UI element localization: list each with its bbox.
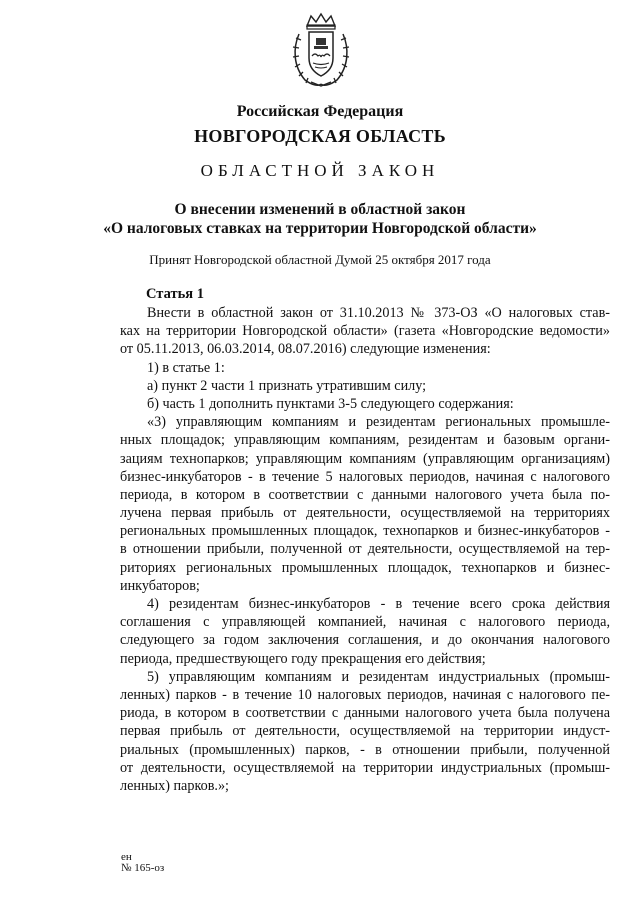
law-number: № 165-оз bbox=[121, 862, 165, 874]
text-line: б) часть 1 дополнить пунктами 3-5 следующего содержания: bbox=[147, 395, 514, 412]
text-line: лучена первая прибыль от деятельности, осуществляемой на территориях bbox=[120, 505, 610, 522]
text-line: Внести в областной закон от 31.10.2013 № 373-ОЗ «О налоговых став- bbox=[147, 305, 610, 321]
executor-initials: ен bbox=[121, 851, 132, 863]
text-line: «3) управляющим компаниям и резидентам региональных промышле- bbox=[147, 414, 610, 431]
text-line: периода, в котором в соответствии с данными налогового учета была по- bbox=[120, 486, 610, 503]
text-line: соглашения с управляющей компанией, начиная с налогового периода, bbox=[120, 614, 610, 631]
text-line: от деятельности, осуществляемой на территории индустриальных (промыш- bbox=[120, 759, 610, 776]
text-line: а) пункт 2 части 1 признать утратившим силу; bbox=[147, 377, 427, 394]
document-type: ОБЛАСТНОЙ ЗАКОН bbox=[200, 161, 440, 180]
text-line: 1) в статье 1: bbox=[147, 359, 225, 376]
text-line: риода, в котором в соответствии с данными налогового учета была получена bbox=[120, 705, 610, 722]
text-line: 5) управляющим компаниям и резидентам индустриальных (промыш- bbox=[147, 668, 610, 685]
text-line: нных площадок; управляющим компаниям, резидентам и базовым органи- bbox=[120, 432, 610, 449]
text-line: от 05.11.2013, 06.03.2014, 08.07.2016) следующие изменения: bbox=[120, 341, 491, 358]
text-line: первая прибыль от деятельности, осуществляемой на территории индуст- bbox=[120, 723, 610, 740]
coat-of-arms-icon bbox=[289, 12, 353, 90]
text-line: периода, предшествующего году прекращения его действия; bbox=[120, 650, 486, 667]
text-line: ленных) парков.»; bbox=[120, 777, 229, 794]
text-line: следующего за годом заключения соглашения, и до окончания налогового bbox=[120, 632, 610, 649]
text-line: региональных промышленных площадок, технопарков и бизнес-инкубаторов - bbox=[120, 523, 610, 540]
text-line: инкубаторов; bbox=[120, 577, 200, 594]
region-name: НОВГОРОДСКАЯ ОБЛАСТЬ bbox=[194, 126, 446, 146]
law-title-line-1: О внесении изменений в областной закон bbox=[174, 201, 466, 218]
adoption-note: Принят Новгородской областной Думой 25 октября 2017 года bbox=[149, 252, 491, 267]
text-line: в отношении прибыли, полученной от деятельности, осуществляемой на тер- bbox=[120, 541, 610, 558]
article-heading: Статья 1 bbox=[146, 286, 204, 302]
law-title bbox=[0, 200, 640, 238]
text-line: ках на территории Новгородской области» (газета «Новгородские ведомости» bbox=[120, 323, 610, 340]
text-line: бизнес-инкубаторов - в течение 5 налоговых периодов, начиная с налогового bbox=[120, 468, 610, 485]
country-name: Российская Федерация bbox=[236, 103, 404, 120]
document-footer bbox=[121, 852, 164, 874]
article-body bbox=[120, 304, 610, 795]
law-title-line-2: «О налоговых ставках на территории Новгородской области» bbox=[103, 220, 537, 237]
text-line: риториях региональных промышленных площадок, технопарков и бизнес- bbox=[120, 559, 610, 576]
text-line: зациям технопарков; управляющим компаниям (управляющим организациям) bbox=[120, 450, 610, 467]
text-line: 4) резидентам бизнес-инкубаторов - в течение всего срока действия bbox=[147, 596, 610, 612]
text-line: риальных (промышленных) парков, - в отношении прибыли, полученной bbox=[120, 741, 610, 758]
text-line: ленных) парков - в течение 10 налоговых периодов, начиная с налогового пе- bbox=[120, 686, 610, 703]
